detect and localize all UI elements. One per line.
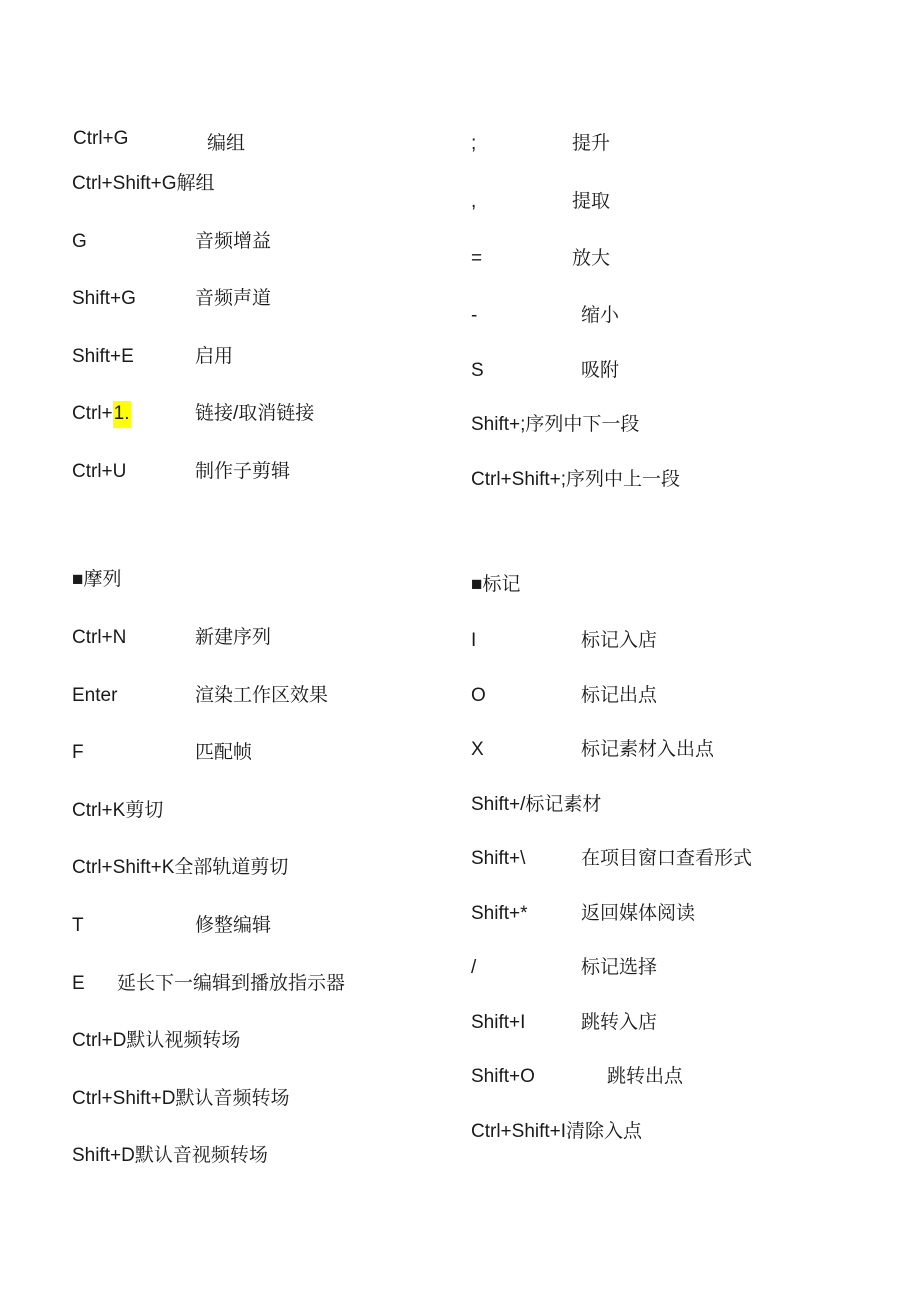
shortcut-key: Shift+E [72, 346, 134, 367]
shortcut-desc: 新建序列 [195, 627, 272, 648]
shortcut-key: T [72, 915, 84, 936]
shortcut-key: Shift+\ [471, 848, 526, 869]
shortcut-desc: 放大 [572, 248, 611, 269]
shortcut-key: Ctrl+U [72, 461, 127, 482]
shortcut-key: = [471, 248, 483, 269]
shortcut-desc: 渲染工作区效果 [195, 685, 329, 706]
shortcut-key: S [471, 360, 484, 381]
shortcut-key: E [72, 973, 85, 994]
shortcut-desc: 标记入店 [581, 630, 658, 651]
shortcut-desc: 跳转入店 [581, 1012, 658, 1033]
shortcut-desc: 提升 [572, 133, 611, 154]
shortcut-key: , [471, 191, 477, 212]
shortcut-desc: 启用 [195, 346, 234, 367]
shortcut-line: Ctrl+Shift+K全部轨道剪切 [72, 857, 289, 878]
shortcut-line: Ctrl+Shift+;序列中上一段 [471, 469, 681, 490]
shortcut-key: O [471, 685, 486, 706]
shortcut-key: Shift+O [471, 1066, 535, 1087]
shortcut-key-prefix: Ctrl+ [72, 403, 113, 424]
shortcut-desc: 音频增益 [195, 231, 272, 252]
shortcut-line: Shift+D默认音视频转场 [72, 1145, 268, 1166]
shortcut-line: Ctrl+Shift+D默认音频转场 [72, 1088, 290, 1109]
shortcut-key: I [471, 630, 477, 651]
shortcut-desc: 标记素材入出点 [581, 739, 715, 760]
shortcut-desc: 音频声道 [195, 288, 272, 309]
shortcut-key: X [471, 739, 484, 760]
section-heading: ■标记 [471, 574, 521, 595]
shortcut-line: Shift+;序列中下一段 [471, 414, 640, 435]
shortcut-desc: 编组 [207, 133, 246, 154]
shortcut-key: Shift+G [72, 288, 136, 309]
shortcut-key [72, 402, 131, 426]
shortcut-line: Ctrl+Shift+I清除入点 [471, 1121, 643, 1142]
shortcut-desc: 返回媒体阅读 [581, 903, 696, 924]
shortcut-desc: 标记出点 [581, 685, 658, 706]
shortcut-desc: 吸附 [581, 360, 620, 381]
shortcut-line: Ctrl+K剪切 [72, 800, 164, 821]
shortcut-desc: 链接/取消链接 [195, 403, 315, 424]
shortcut-line: Shift+/标记素材 [471, 794, 602, 815]
shortcut-line: Ctrl+D默认视频转场 [72, 1030, 241, 1051]
shortcut-desc: 延长下一编辑到播放指示器 [117, 973, 346, 994]
shortcut-key: Ctrl+G [73, 128, 129, 149]
shortcut-desc: 制作子剪辑 [195, 461, 291, 482]
shortcut-desc: 提取 [572, 191, 611, 212]
shortcut-desc: 修整编辑 [195, 915, 272, 936]
shortcut-desc: 匹配帧 [195, 742, 253, 763]
shortcut-key: Ctrl+N [72, 627, 127, 648]
shortcut-key: - [471, 305, 478, 326]
shortcut-desc: 标记选择 [581, 957, 658, 978]
highlighted-key: 1. [113, 401, 131, 428]
shortcut-desc: 跳转出点 [607, 1066, 684, 1087]
shortcut-desc: 在项目窗口查看形式 [581, 848, 753, 869]
shortcut-key: G [72, 231, 87, 252]
shortcut-key: Shift+I [471, 1012, 526, 1033]
shortcut-key: Enter [72, 685, 118, 706]
shortcut-key: Shift+* [471, 903, 528, 924]
shortcut-desc: 缩小 [581, 305, 620, 326]
section-heading: ■摩列 [72, 569, 122, 590]
shortcut-key: / [471, 957, 477, 978]
shortcut-line: Ctrl+Shift+G解组 [72, 173, 215, 194]
shortcut-key: F [72, 742, 84, 763]
shortcut-key: ; [471, 133, 477, 154]
